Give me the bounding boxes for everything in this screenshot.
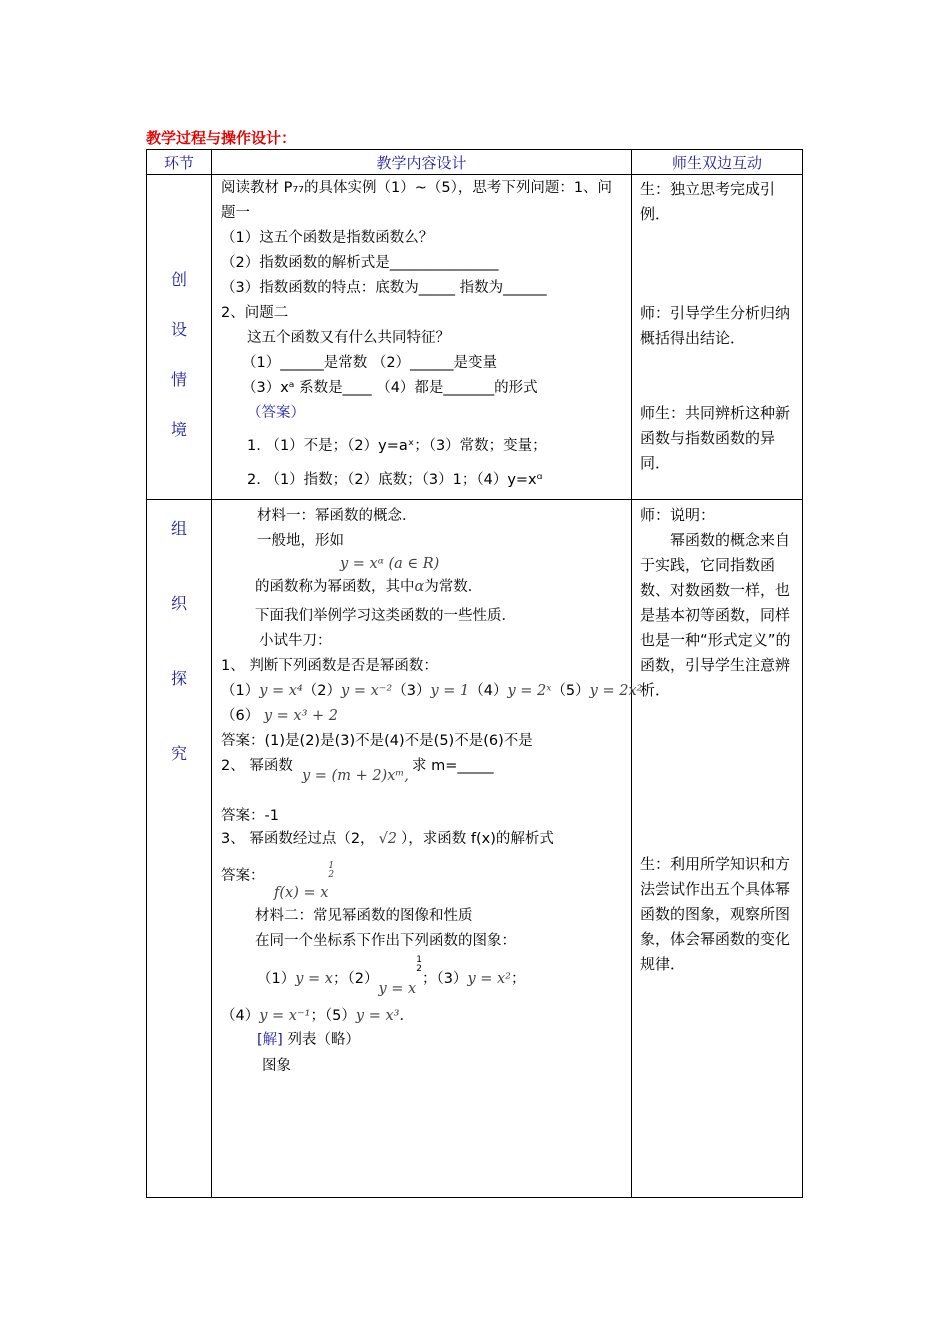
item-number: （1） [257, 970, 296, 987]
stage-char: 境 [170, 420, 187, 439]
item-number: （6） [221, 708, 260, 724]
header-interaction: 师生双边互动 [632, 150, 803, 175]
content-line: 小试牛刀： [259, 633, 332, 649]
content-line: 阅读教材 P₇₇的具体实例（1）~（5），思考下列问题：1、问 [221, 180, 613, 196]
content-line: 在同一个坐标系下作出下列函数的图象： [255, 933, 516, 949]
stage-char: 组 [170, 519, 187, 538]
formula: y = 2ˣ [507, 683, 552, 699]
item-number: ；（5） [310, 1008, 356, 1024]
text: ），求函数 f(x)的解析式 [401, 831, 554, 847]
answer-line: 答案：(1)是(2)是(3)不是(4)不是(5)不是(6)不是 [221, 733, 533, 749]
formula: y = x⁻² [341, 683, 393, 699]
formula: y = x³ [355, 1008, 400, 1024]
fraction-exponent [328, 862, 334, 880]
formula-power-def: y = xᵅ (a ∈ R) [340, 556, 440, 572]
content-line [255, 577, 482, 597]
content-line: （1）这五个函数是指数函数么？ [221, 230, 434, 246]
formula-answer [274, 861, 335, 903]
formula: y = (m + 2)xᵐ, [302, 768, 409, 784]
table-row [147, 175, 803, 500]
solution-label: [解] [257, 1032, 283, 1048]
content-line: 材料一：幂函数的概念． [257, 508, 417, 524]
formula: y = 1 [430, 683, 470, 699]
item-number: ；（2） [332, 970, 379, 987]
section-title: 教学过程与操作设计： [146, 129, 297, 147]
content-line: 2. （1）指数；（2）底数；（3）1；（4）y=xᵅ [247, 472, 543, 488]
header-content: 教学内容设计 [212, 150, 632, 175]
sqrt-formula: √2 [378, 831, 398, 847]
content-line: 题一 [221, 205, 250, 221]
interaction-text: 幂函数的概念来自于实践，它同指数函数、对数函数一样，也是基本初等函数，同样也是一种“形式定义”的函数，引导学生注意辨析． [640, 531, 791, 699]
formula: y = 2x² [589, 683, 643, 699]
question-line: 2、 幂函数 [221, 758, 293, 774]
item-number: （2） [302, 683, 342, 699]
table-row [147, 500, 803, 1198]
header-stage: 环节 [147, 150, 212, 175]
content-line: 这五个函数又有什么共同特征？ [247, 330, 450, 346]
stage-char: 究 [170, 744, 187, 763]
formula: y = x³ + 2 [263, 708, 338, 724]
content-cell-1 [212, 175, 632, 500]
content-line: （2）指数函数的解析式是_______________ [221, 255, 499, 271]
denominator: 2 [416, 964, 422, 974]
function-list [257, 955, 526, 997]
text: 的函数称为幂函数，其中 [255, 579, 415, 595]
content-line: 材料二：常见幂函数的图像和性质 [255, 908, 473, 924]
content-line: 1. （1）不是；（2）y=aˣ；（3）常数；变量； [247, 438, 547, 454]
text: 为常数． [424, 579, 483, 595]
stage-char: 情 [170, 370, 187, 389]
numerator: 1 [416, 955, 422, 965]
item-number: （4） [221, 1008, 260, 1024]
question-line [221, 829, 554, 849]
separator: ； [511, 970, 526, 987]
formula: y = x² [467, 970, 511, 987]
stage-cell-1 [147, 175, 212, 500]
item-number: （5） [551, 683, 590, 699]
numerator: 1 [328, 861, 335, 871]
formula: y = x⁻¹ [259, 1008, 311, 1024]
content-line: （3）指数函数的特点：底数为_____ 指数为______ [221, 280, 547, 296]
formula: y = x [378, 980, 417, 997]
answer-label: （答案） [247, 405, 305, 421]
table-header-row [147, 150, 803, 175]
stage-cell-2 [147, 500, 212, 1198]
text: 3、 幂函数经过点（2， [221, 831, 375, 847]
function-list [221, 681, 642, 701]
fraction-exponent [416, 956, 422, 974]
stage-char: 织 [170, 594, 187, 613]
formula: y = x⁴ [259, 683, 303, 699]
stage-char: 创 [170, 270, 187, 289]
content-line: 2、问题二 [221, 305, 289, 321]
interaction-text: 师：说明： [640, 506, 716, 524]
interaction-cell-1 [632, 175, 803, 500]
function-list [221, 706, 338, 726]
interaction-text: 师生：共同辨析这种新函数与指数函数的异同． [640, 404, 791, 472]
content-cell-2 [212, 500, 643, 1198]
stage-char: 设 [170, 320, 187, 339]
formula: y = x [295, 970, 333, 987]
item-number: （3） [392, 683, 431, 699]
interaction-text: 生：独立思考完成引例． [640, 180, 776, 223]
content-line: （3）xᵃ 系数是____ （4）都是_______的形式 [242, 380, 538, 396]
answer-line: 答案：-1 [221, 808, 279, 824]
question-tail: 求 m=_____ [412, 758, 494, 774]
separator: ． [399, 1008, 414, 1024]
interaction-cell-2 [632, 500, 803, 1198]
content-line: 1、 判断下列函数是否是幂函数： [221, 658, 438, 674]
content-line: 下面我们举例学习这类函数的一些性质． [255, 608, 516, 624]
content-line: 图象 [262, 1058, 291, 1074]
item-number: （4） [469, 683, 508, 699]
lesson-table [146, 149, 803, 1198]
interaction-text: 师：引导学生分析归纳概括得出结论． [640, 304, 791, 347]
content-line: 一般地，形如 [257, 533, 344, 549]
formula-base: f(x) = x [274, 884, 329, 901]
item-number: ；（3） [421, 970, 468, 987]
text: 列表（略） [287, 1032, 360, 1048]
answer-label: 答案： [221, 868, 265, 884]
interaction-text: 生：利用所学知识和方法尝试作出五个具体幂函数的图象，观察所图象，体会幂函数的变化规律． [640, 855, 791, 973]
function-list [221, 1006, 414, 1026]
solution-line [257, 1030, 360, 1050]
denominator: 2 [328, 870, 335, 880]
stage-char: 探 [170, 669, 187, 688]
item-number: （1） [221, 683, 260, 699]
content-line: （1）______是常数 （2）______是变量 [242, 355, 498, 371]
alpha-symbol: α [414, 579, 425, 595]
